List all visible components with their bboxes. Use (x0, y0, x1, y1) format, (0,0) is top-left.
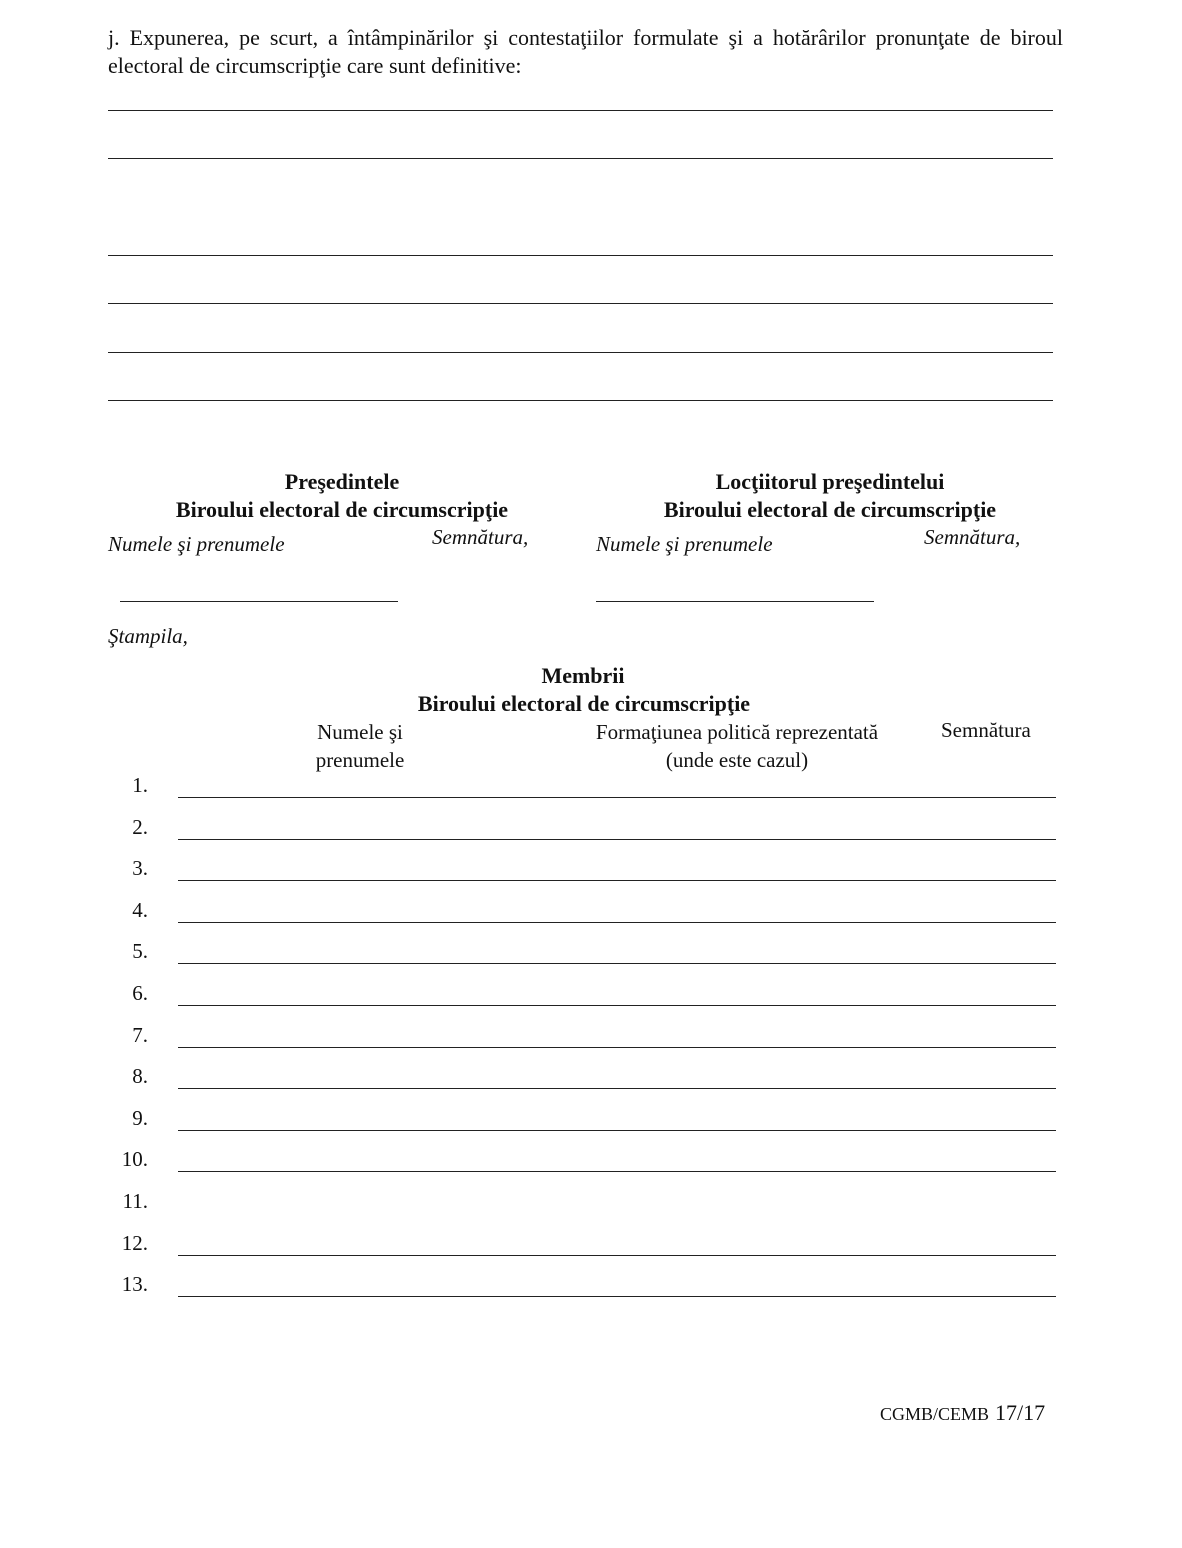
member-row-line[interactable] (178, 1296, 1056, 1297)
deputy-name-line[interactable] (596, 601, 874, 602)
page-footer (880, 1400, 1045, 1426)
member-row-number: 10. (121, 1147, 148, 1172)
deputy-signature-label: Semnătura, (924, 525, 1021, 549)
member-row-line[interactable] (178, 1255, 1056, 1256)
member-row-line[interactable] (178, 839, 1056, 840)
section-j-line[interactable] (108, 255, 1053, 256)
member-row-number: 11. (122, 1189, 148, 1213)
column-header-name-line2: prenumele (315, 748, 405, 772)
president-signature-label: Semnătura, (432, 525, 529, 549)
member-row-number: 1. (132, 773, 148, 797)
member-row-number: 4. (132, 897, 148, 922)
column-header-name (290, 718, 430, 774)
member-row-line[interactable] (178, 797, 1056, 798)
member-row-line[interactable] (178, 880, 1056, 881)
column-header-party (566, 718, 908, 774)
member-row-number: 5. (132, 939, 148, 964)
section-j-line[interactable] (108, 158, 1053, 159)
column-header-name-line1: Numele şi (317, 720, 403, 744)
document-code: CGMB/CEMB (880, 1404, 990, 1424)
column-header-party-line2: (unde este cazul) (665, 748, 809, 772)
deputy-title: Locţiitorul preşedintelui (715, 469, 945, 494)
member-row-line[interactable] (178, 922, 1056, 923)
members-title: Membrii (541, 663, 625, 688)
member-row-line[interactable] (178, 1047, 1056, 1048)
president-title: Preşedintele (284, 469, 400, 494)
section-j-line[interactable] (108, 303, 1053, 304)
member-row-number: 9. (132, 1105, 148, 1130)
column-header-party-line1: Formaţiunea politică reprezentată (595, 720, 879, 744)
column-header-signature: Semnătura (941, 718, 1031, 742)
member-row-number: 8. (132, 1064, 148, 1089)
member-row-line[interactable] (178, 1171, 1056, 1172)
member-row-line[interactable] (178, 1088, 1056, 1089)
section-j-line[interactable] (108, 352, 1053, 353)
page-number: 17/17 (995, 1400, 1046, 1425)
president-name-line[interactable] (120, 601, 398, 602)
member-row-number: 12. (121, 1230, 148, 1255)
member-row-number: 7. (132, 1022, 148, 1047)
section-j-line[interactable] (108, 400, 1053, 401)
member-row-line[interactable] (178, 1130, 1056, 1131)
deputy-name-label: Numele şi prenumele (596, 532, 773, 556)
member-row-number: 3. (132, 856, 148, 881)
members-subtitle: Biroului electoral de circumscripţie (417, 691, 751, 716)
president-subtitle: Biroului electoral de circumscripţie (175, 497, 509, 522)
member-row-line[interactable] (178, 963, 1056, 964)
section-j-line[interactable] (108, 110, 1053, 111)
member-row-line[interactable] (178, 1005, 1056, 1006)
member-row-number: 6. (132, 981, 148, 1005)
member-row-number: 2. (132, 814, 148, 839)
president-name-label: Numele şi prenumele (108, 532, 285, 556)
stamp-label: Ştampila, (108, 624, 188, 648)
section-j-text: j. Expunerea, pe scurt, a întâmpinărilor şi contestaţiilor formulate şi a hotărârilor pronunţate de biroul electoral de circumscripţie care sunt definitive: (108, 25, 1063, 78)
deputy-subtitle: Biroului electoral de circumscripţie (663, 497, 997, 522)
member-row-number: 13. (121, 1272, 148, 1297)
